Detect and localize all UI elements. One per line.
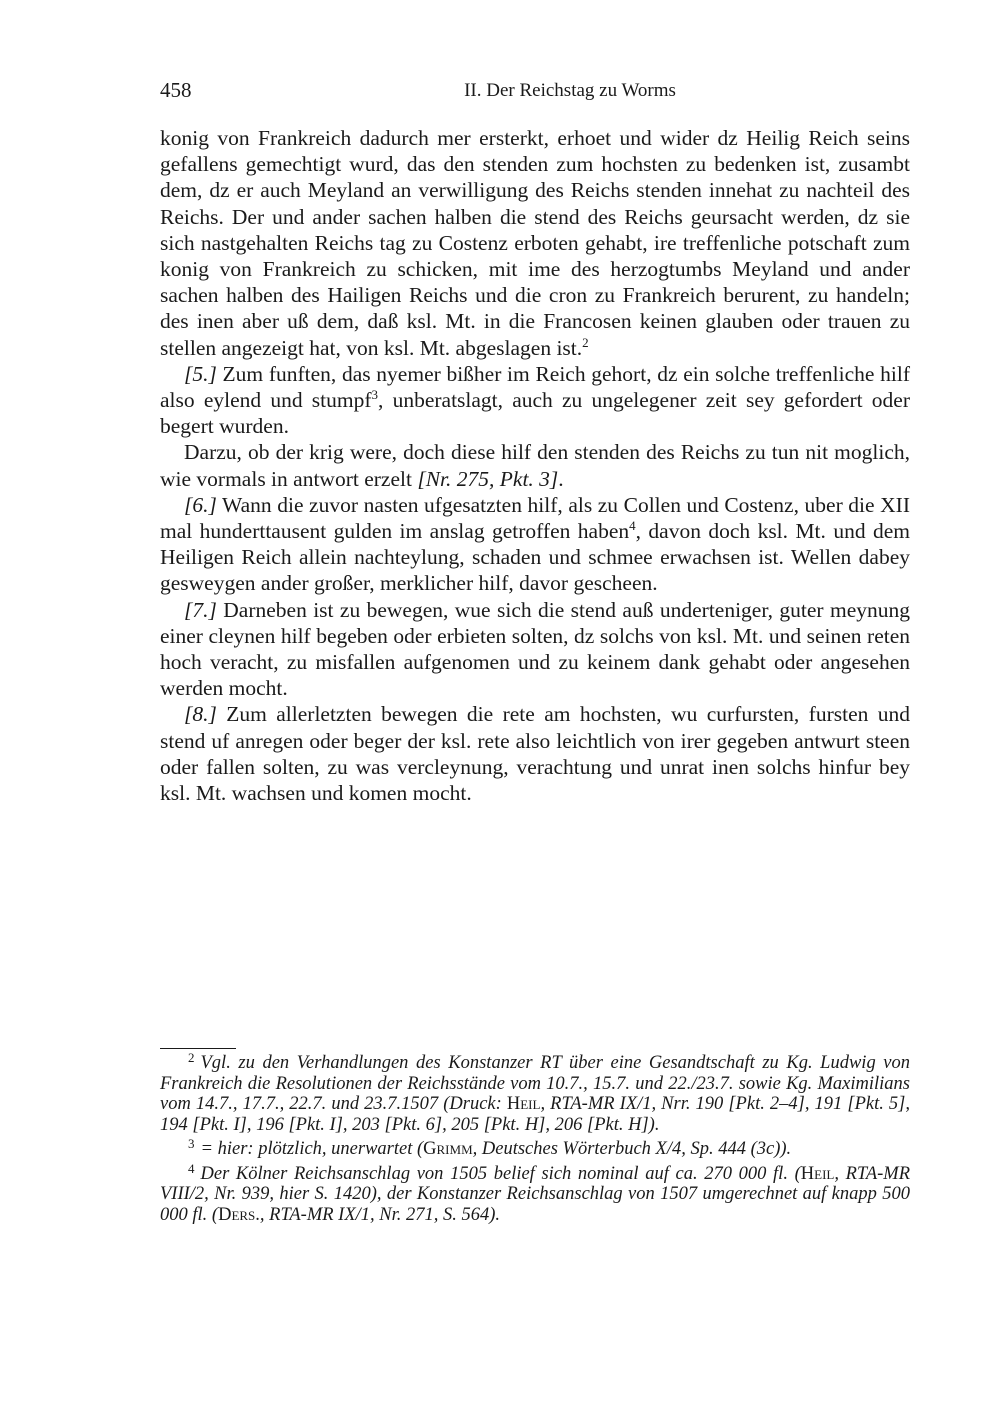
footnote-text: = hier: plötzlich, unerwartet ( [200, 1139, 424, 1159]
running-head: II. Der Reichstag zu Worms [464, 80, 676, 101]
paragraph-point-7 [160, 597, 910, 702]
paragraph-point-5 [160, 361, 910, 440]
paragraph-point-8 [160, 701, 910, 806]
footnote-ref-4[interactable]: 4 [629, 518, 636, 534]
point-label: [6.] [184, 492, 217, 517]
footnote-ref-2[interactable]: 2 [582, 334, 589, 350]
page-number: 458 [160, 78, 192, 102]
paragraph-darzu [160, 439, 910, 491]
paragraph-text: Zum funften, das nyemer bißher im Reich gehort, dz ein solche treffenliche hilf also eylend und stumpf [160, 361, 910, 413]
footnote-number: 4 [188, 1160, 195, 1176]
cross-reference: [Nr. 275, Pkt. 3] [417, 466, 559, 491]
paragraph-text: , davon doch ksl. Mt. und dem Heiligen Reich allein nachteylung, schaden und schmee erwachsen ist. Wellen dabey gesweygen ander großer, merklicher hilf, davor gescheen. [160, 519, 910, 596]
footnote-text: , Deutsches Wörterbuch X/4, Sp. 444 (3c)). [472, 1139, 792, 1159]
footnote-divider [160, 1048, 236, 1049]
author-name: Grimm [423, 1139, 473, 1159]
paragraph-text: , unberatslagt, auch zu ungelegener zeit sey gefordert oder begert wurden. [160, 388, 910, 439]
footnote-2 [160, 1050, 910, 1135]
point-label: [7.] [184, 597, 217, 622]
author-name: Heil [800, 1163, 835, 1184]
paragraph-end: . [558, 466, 564, 491]
paragraph-point-6 [160, 492, 910, 597]
point-label: [5.] [184, 361, 217, 386]
paragraph-text: konig von Frankreich dadurch mer ersterkt, erhoet und wider dz Heilig Reich seins gefallens gemechtigt wurd, das den stenden zum hochsten zu bedenken ist, zusambt dem, dz er auch Meyland an verwilligung des Reichs stenden innehat zu nachteil des Reichs. Der und ander sachen halben die stend des Reichs geursacht werden, dz sie sich nastgehalten Reichs tag zu Costenz erboten gehabt, ire treffenliche potschaft zum konig von Frankreich zu schicken, mit ime des herzogtumbs Meyland und ander sachen halben des Hailigen Reichs und die cron zu Frankreich berurent, zu handeln; des inen aber uß dem, daß ksl. Mt. in die Francosen keinen glauben oder trauen zu stellen angezeigt hat, von ksl. Mt. abgeslagen ist. [160, 126, 910, 360]
paragraph-text: Zum allerletzten bewegen die rete am hochsten, wu curfursten, fursten und stend uf anregen oder beger der ksl. rete also leichtlich von irer gegeben antwurt steen oder fallen solten, zu was vercleynung, verachtung und unrat inen solchs hinfur bey ksl. Mt. wachsen und komen mocht. [160, 702, 910, 806]
footnote-text: Vgl. zu den Verhandlungen des Konstanzer RT über eine Gesandtschaft zu Kg. Ludwig von Frankreich die Resolutionen der Reichsstände vom 10.7., 15.7. und 22./23.7. sowie Kg. Maximilians vom 14.7., 17.7., 22.7. und 23.7.1507 (Druck: [160, 1053, 910, 1114]
point-label: [8.] [184, 702, 217, 727]
footnotes-section [160, 1048, 910, 1229]
paragraph-text: Darzu, ob der krig were, doch diese hilf den stenden des Reichs zu tun nit moglich, wie vormals in antwort erzelt [160, 440, 910, 491]
footnote-3 [160, 1136, 910, 1160]
paragraph-text: Wann die zuvor nasten ufgesatzten hilf, als zu Collen und Costenz, uber die XII mal hunderttausent gulden im anslag getroffen haben [160, 492, 910, 544]
author-name: Ders. [218, 1204, 260, 1225]
footnote-text: , RTA-MR IX/1, Nr. 271, S. 564). [259, 1204, 501, 1225]
footnote-number: 2 [188, 1050, 195, 1065]
footnote-text: , RTA-MR IX/1, Nrr. 190 [Pkt. 2–4], 191 [Pkt. 5], 194 [Pkt. I], 196 [Pkt. I], 203 [Pkt. 6], 205 [Pkt. H], 206 [Pkt. H]). [160, 1094, 910, 1135]
footnote-text: , RTA-MR VIII/2, Nr. 939, hier S. 1420), der Konstanzer Reichsanschlag von 1507 umgerechnet auf knapp 500 000 fl. ( [160, 1163, 911, 1225]
paragraph-continuation [160, 125, 910, 361]
footnote-ref-3[interactable]: 3 [371, 387, 378, 403]
paragraph-text: Darneben ist zu bewegen, wue sich die stend auß underteniger, guter meynung einer cleynen hilf begeben oder erbieten solten, dz solchs von ksl. Mt. und seinen reten hoch veracht, zu misfallen aufgenomen und zu keinem dank gehabt oder angesehen werden mocht. [160, 597, 910, 701]
footnote-text: Der Kölner Reichsanschlag von 1505 belief sich nominal auf ca. 270 000 fl. ( [200, 1163, 801, 1184]
footnote-4 [160, 1160, 911, 1226]
footnote-number: 3 [188, 1136, 195, 1151]
document-page [160, 78, 910, 806]
author-name: Heil [506, 1094, 541, 1114]
page-header [160, 78, 910, 108]
body-text [160, 125, 910, 806]
